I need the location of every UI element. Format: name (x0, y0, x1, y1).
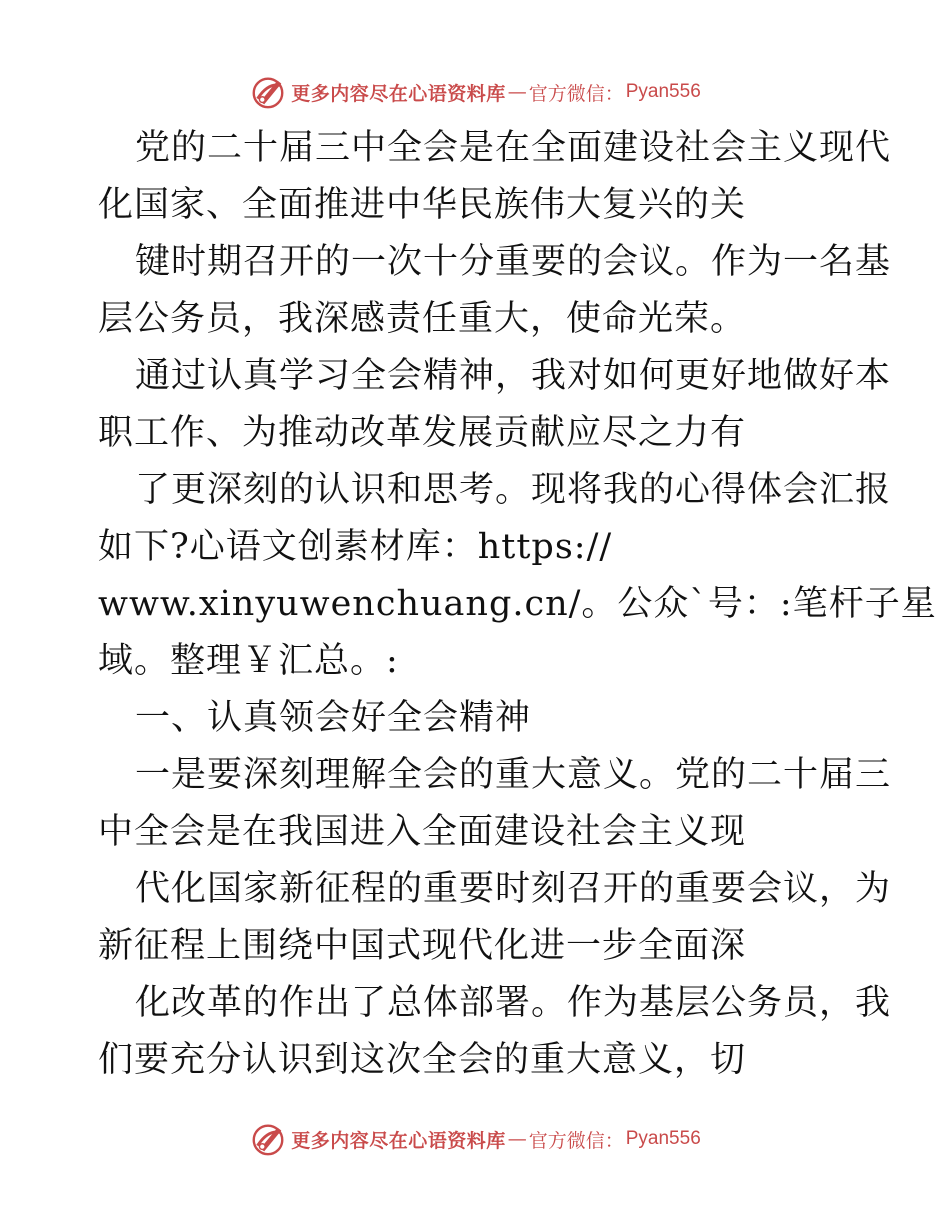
body-line: 如下?心语文创素材库：https:// (98, 527, 613, 567)
pen-seal-logo-icon (249, 73, 287, 111)
banner-slogan: 更多内容尽在心语资料库 (291, 1129, 506, 1152)
footer-watermark-banner (0, 1117, 950, 1161)
section-heading: 一、认真领会好全会精神 (135, 698, 532, 738)
banner-slogan: 更多内容尽在心语资料库 (291, 82, 506, 105)
body-line: 党的二十届三中全会是在全面建设社会主义现代 (135, 128, 892, 168)
header-watermark-banner (0, 70, 950, 114)
body-line: 化改革的作出了总体部署。作为基层公务员，我 (135, 983, 892, 1023)
banner-wechat-id: Pyan556 (625, 1128, 701, 1149)
body-line: 们要充分认识到这次全会的重大意义，切 (98, 1040, 747, 1080)
body-line: 了更深刻的认识和思考。现将我的心得体会汇报 (135, 470, 892, 510)
body-line: 中全会是在我国进入全面建设社会主义现 (98, 812, 747, 852)
body-line-url: www.xinyuwenchuang.cn/。公众`号：:笔杆子星 (98, 584, 937, 624)
body-line: 职工作、为推动改革发展贡献应尽之力有 (98, 413, 747, 453)
body-line: 键时期召开的一次十分重要的会议。作为一名基 (135, 242, 892, 282)
body-line: 层公务员，我深感责任重大，使命光荣。 (98, 299, 747, 339)
body-line: 一是要深刻理解全会的重大意义。党的二十届三 (135, 755, 892, 795)
banner-wechat-label: 官方微信： (528, 1129, 624, 1152)
body-line: 代化国家新征程的重要时刻召开的重要会议，为 (135, 869, 892, 909)
banner-separator: — (507, 81, 527, 103)
body-line: 通过认真学习全会精神，我对如何更好地做好本 (135, 356, 892, 396)
body-line: 化国家、全面推进中华民族伟大复兴的关 (98, 185, 747, 225)
document-body (98, 120, 937, 1089)
banner-separator: — (507, 1128, 527, 1150)
pen-seal-logo-icon (249, 1120, 287, 1158)
body-line: 域。整理￥汇总。: (98, 641, 399, 681)
body-line: 新征程上围绕中国式现代化进一步全面深 (98, 926, 747, 966)
banner-wechat-id: Pyan556 (625, 81, 701, 102)
banner-wechat-label: 官方微信： (528, 82, 624, 105)
